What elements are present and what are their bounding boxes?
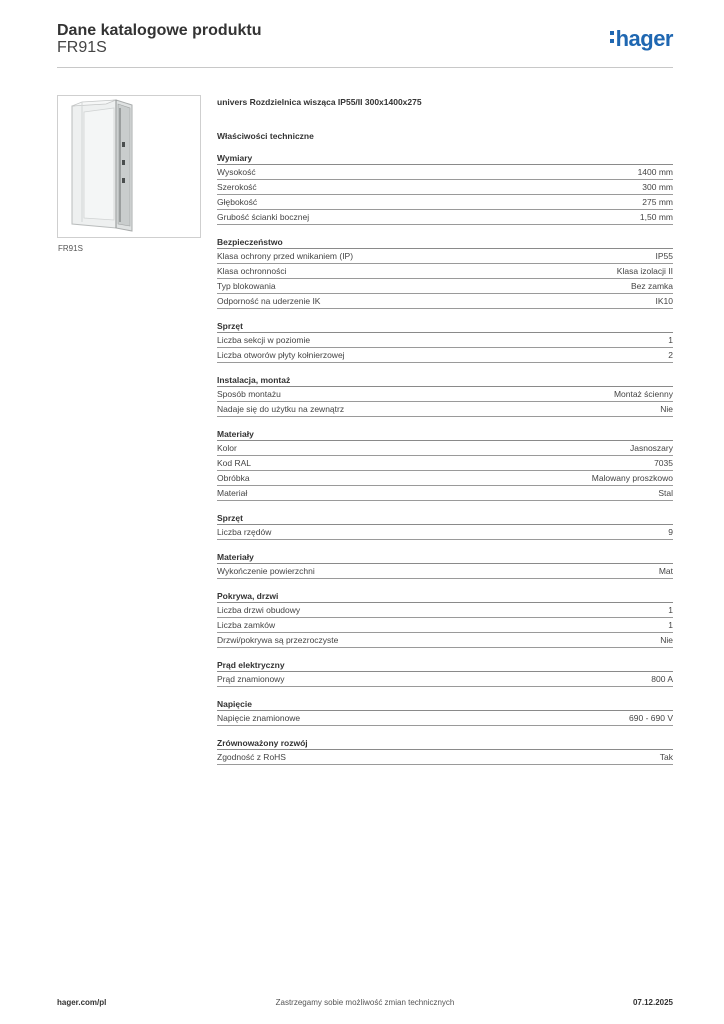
spec-value: IK10 bbox=[655, 296, 673, 306]
spec-value: 275 mm bbox=[642, 197, 673, 207]
spec-row bbox=[217, 672, 673, 687]
spec-row bbox=[217, 348, 673, 363]
spec-label: Napięcie znamionowe bbox=[217, 713, 301, 723]
page-header bbox=[57, 20, 673, 68]
section-title: Pokrywa, drzwi bbox=[217, 590, 673, 603]
image-caption: FR91S bbox=[58, 244, 83, 253]
spec-value: 2 bbox=[668, 350, 673, 360]
spec-row bbox=[217, 180, 673, 195]
spec-section bbox=[217, 152, 673, 225]
spec-label: Kolor bbox=[217, 443, 237, 453]
enclosure-illustration bbox=[58, 96, 200, 237]
spec-label: Liczba otworów płyty kołnierzowej bbox=[217, 350, 345, 360]
section-title: Napięcie bbox=[217, 698, 673, 711]
spec-label: Wykończenie powierzchni bbox=[217, 566, 315, 576]
spec-section bbox=[217, 512, 673, 540]
product-title: univers Rozdzielnica wisząca IP55/II 300x1400x275 bbox=[217, 97, 422, 107]
spec-value: Tak bbox=[659, 752, 673, 762]
spec-label: Prąd znamionowy bbox=[217, 674, 285, 684]
logo-text: hager bbox=[615, 26, 673, 51]
section-title: Materiały bbox=[217, 428, 673, 441]
spec-row bbox=[217, 294, 673, 309]
spec-label: Drzwi/pokrywa są przezroczyste bbox=[217, 635, 339, 645]
spec-section bbox=[217, 590, 673, 648]
spec-label: Liczba drzwi obudowy bbox=[217, 605, 301, 615]
footer-website-link[interactable]: hager.com/pl bbox=[57, 998, 107, 1007]
spec-row bbox=[217, 195, 673, 210]
spec-row bbox=[217, 564, 673, 579]
section-title: Sprzęt bbox=[217, 320, 673, 333]
spec-value: Malowany proszkowo bbox=[591, 473, 673, 483]
logo-dots-icon bbox=[610, 31, 614, 47]
spec-row bbox=[217, 249, 673, 264]
section-title: Materiały bbox=[217, 551, 673, 564]
footer-date: 07.12.2025 bbox=[632, 998, 673, 1007]
spec-value: Jasnoszary bbox=[630, 443, 673, 453]
spec-section bbox=[217, 236, 673, 309]
spec-label: Klasa ochrony przed wnikaniem (IP) bbox=[217, 251, 354, 261]
spec-row bbox=[217, 486, 673, 501]
spec-value: 1 bbox=[668, 620, 673, 630]
spec-value: 1,50 mm bbox=[639, 212, 673, 222]
header-divider bbox=[57, 67, 673, 68]
spec-label: Nadaje się do użytku na zewnątrz bbox=[217, 404, 345, 414]
product-image bbox=[57, 95, 201, 238]
spec-section bbox=[217, 320, 673, 363]
spec-label: Głębokość bbox=[217, 197, 258, 207]
spec-row bbox=[217, 264, 673, 279]
section-title: Bezpieczeństwo bbox=[217, 236, 673, 249]
spec-row bbox=[217, 633, 673, 648]
product-code: FR91S bbox=[57, 39, 107, 56]
spec-label: Wysokość bbox=[217, 167, 256, 177]
section-title: Zrównoważony rozwój bbox=[217, 737, 673, 750]
spec-value: Nie bbox=[660, 635, 673, 645]
spec-label: Odporność na uderzenie IK bbox=[217, 296, 321, 306]
spec-value: IP55 bbox=[655, 251, 673, 261]
spec-label: Liczba rzędów bbox=[217, 527, 272, 537]
spec-label: Sposób montażu bbox=[217, 389, 281, 399]
spec-value: Bez zamka bbox=[630, 281, 673, 291]
spec-label: Klasa ochronności bbox=[217, 266, 287, 276]
spec-label: Materiał bbox=[217, 488, 248, 498]
spec-value: Mat bbox=[658, 566, 673, 576]
spec-section bbox=[217, 737, 673, 765]
spec-row bbox=[217, 387, 673, 402]
spec-value: Klasa izolacji II bbox=[616, 266, 673, 276]
spec-value: 1 bbox=[668, 335, 673, 345]
section-title: Wymiary bbox=[217, 152, 673, 165]
spec-section bbox=[217, 551, 673, 579]
spec-row bbox=[217, 750, 673, 765]
spec-value: 300 mm bbox=[642, 182, 673, 192]
spec-value: Stal bbox=[658, 488, 673, 498]
spec-label: Grubość ścianki bocznej bbox=[217, 212, 310, 222]
section-title: Sprzęt bbox=[217, 512, 673, 525]
spec-value: 690 - 690 V bbox=[629, 713, 673, 723]
spec-row bbox=[217, 333, 673, 348]
document-title: Dane katalogowe produktu bbox=[57, 22, 262, 39]
spec-value: 1400 mm bbox=[637, 167, 673, 177]
spec-section bbox=[217, 659, 673, 687]
spec-row bbox=[217, 165, 673, 180]
spec-label: Kod RAL bbox=[217, 458, 252, 468]
spec-row bbox=[217, 456, 673, 471]
spec-row bbox=[217, 210, 673, 225]
spec-row bbox=[217, 618, 673, 633]
spec-value: 800 A bbox=[651, 674, 673, 684]
spec-section bbox=[217, 374, 673, 417]
spec-row bbox=[217, 402, 673, 417]
spec-value: Nie bbox=[660, 404, 673, 414]
spec-row bbox=[217, 603, 673, 618]
properties-sections bbox=[217, 152, 673, 765]
footer-disclaimer: Zastrzegamy sobie możliwość zmian technicznych bbox=[275, 998, 455, 1007]
spec-label: Zgodność z RoHS bbox=[217, 752, 286, 762]
spec-row bbox=[217, 471, 673, 486]
spec-section bbox=[217, 698, 673, 726]
spec-value: Montaż ścienny bbox=[613, 389, 673, 399]
spec-label: Obróbka bbox=[217, 473, 250, 483]
spec-value: 1 bbox=[668, 605, 673, 615]
spec-label: Liczba zamków bbox=[217, 620, 276, 630]
hager-logo bbox=[610, 26, 673, 52]
spec-value: 7035 bbox=[654, 458, 673, 468]
spec-row bbox=[217, 441, 673, 456]
spec-label: Liczba sekcji w poziomie bbox=[217, 335, 311, 345]
spec-label: Typ blokowania bbox=[217, 281, 276, 291]
properties-heading: Właściwości techniczne bbox=[217, 131, 314, 141]
section-title: Instalacja, montaż bbox=[217, 374, 673, 387]
spec-row bbox=[217, 525, 673, 540]
section-title: Prąd elektryczny bbox=[217, 659, 673, 672]
spec-section bbox=[217, 428, 673, 501]
product-details bbox=[217, 96, 673, 765]
spec-row bbox=[217, 279, 673, 294]
spec-label: Szerokość bbox=[217, 182, 257, 192]
spec-value: 9 bbox=[668, 527, 673, 537]
spec-row bbox=[217, 711, 673, 726]
